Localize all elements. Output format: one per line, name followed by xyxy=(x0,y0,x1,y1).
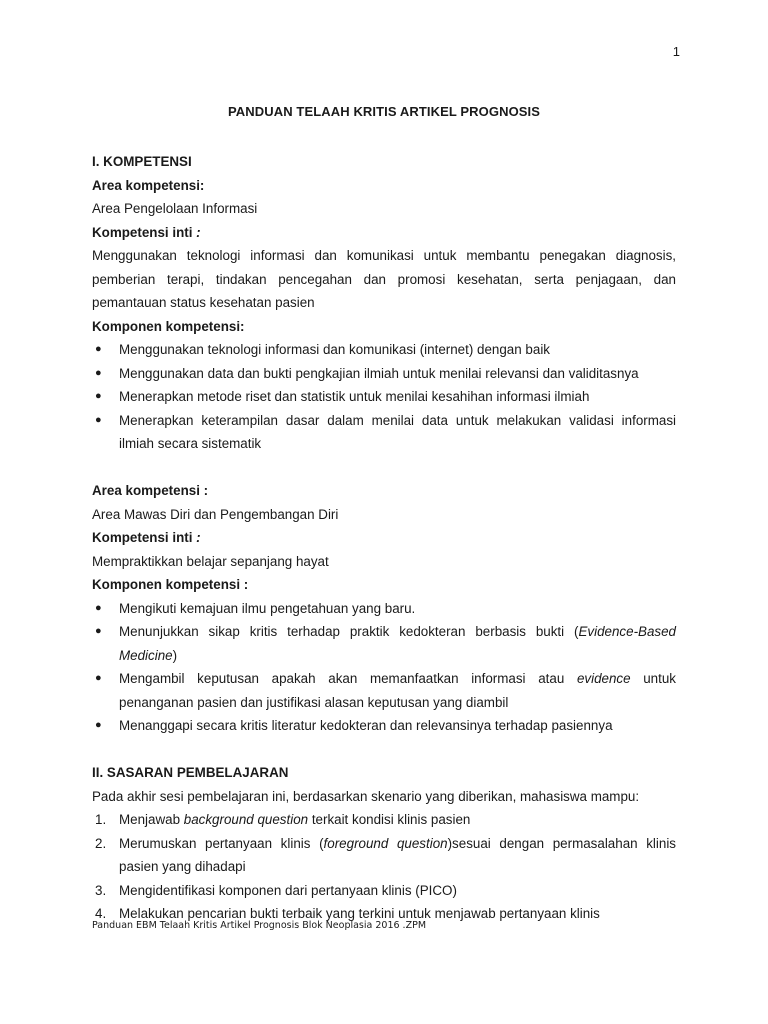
komponen-list xyxy=(92,597,676,738)
page-footer: Panduan EBM Telaah Kritis Artikel Prognosis Blok Neoplasia 2016 .ZPM xyxy=(92,920,427,931)
kompetensi-inti-text: Kompetensi inti xyxy=(92,530,193,545)
list-item-text-end: untuk penanganan pasien dan justifikasi alasan keputusan yang diambil xyxy=(119,671,676,710)
spacer xyxy=(92,738,676,762)
list-item-emphasis: Evidence-Based Medicine xyxy=(119,624,676,663)
kompetensi-inti-colon: : xyxy=(192,224,201,240)
area-kompetensi-label: Area kompetensi : xyxy=(92,483,209,498)
list-item xyxy=(92,714,676,738)
bullet-icon: ● xyxy=(95,601,102,614)
list-item-emphasis: background question xyxy=(183,812,309,827)
list-item xyxy=(92,879,676,903)
list-item xyxy=(92,620,676,667)
list-number: 1. xyxy=(95,812,107,827)
document-body xyxy=(92,150,676,926)
page-number: 1 xyxy=(672,44,680,59)
list-item-text: Mengikuti kemajuan ilmu pengetahuan yang baru. xyxy=(119,600,416,616)
section-heading-sasaran: II. SASARAN PEMBELAJARAN xyxy=(92,765,289,780)
list-item xyxy=(92,667,676,714)
list-item-text-end: )sesuai dengan permasalahan klinis pasien yang dihadapi xyxy=(119,835,676,874)
list-item-text: Mengidentifikasi komponen dari pertanyaan klinis (PICO) xyxy=(119,882,457,898)
list-item-text: Menanggapi secara kritis literatur kedokteran dan relevansinya terhadap pasiennya xyxy=(119,718,613,733)
bullet-icon: ● xyxy=(95,343,102,355)
sasaran-list xyxy=(92,808,676,926)
area-kompetensi-label: Area kompetensi: xyxy=(92,177,205,193)
bullet-icon: ● xyxy=(95,672,102,684)
list-item xyxy=(92,385,676,409)
document-title: PANDUAN TELAAH KRITIS ARTIKEL PROGNOSIS xyxy=(227,104,541,119)
bullet-icon: ● xyxy=(95,390,102,402)
bullet-icon: ● xyxy=(95,719,102,731)
kompetensi-inti-text: Kompetensi inti xyxy=(92,224,193,240)
list-item-text: Mengambil keputusan apakah akan memanfaatkan informasi atau xyxy=(119,671,577,686)
list-item-text: Merumuskan pertanyaan klinis ( xyxy=(119,835,324,851)
komponen-list xyxy=(92,338,676,456)
komponen-kompetensi-label: Komponen kompetensi : xyxy=(92,577,249,592)
kompetensi-inti-label xyxy=(92,221,676,245)
list-item-text-end: terkait kondisi klinis pasien xyxy=(308,812,471,827)
kompetensi-inti-label xyxy=(92,526,676,550)
kompetensi-inti-value: Menggunakan teknologi informasi dan komunikasi untuk membantu penegakan diagnosis, pemberian terapi, tindakan pencegahan dan promosi kesehatan, serta penjagaan, dan pemantauan status kesehatan pasien xyxy=(92,248,676,310)
list-item xyxy=(92,832,676,879)
list-item xyxy=(92,597,676,621)
list-item xyxy=(92,338,676,362)
list-item-text-end: ) xyxy=(172,647,178,663)
list-item xyxy=(92,808,676,832)
list-item-emphasis: evidence xyxy=(576,671,631,686)
list-item-text: Menggunakan data dan bukti pengkajian ilmiah untuk menilai relevansi dan validitasnya xyxy=(119,365,639,381)
bullet-icon: ● xyxy=(95,413,102,426)
list-item xyxy=(92,409,676,456)
list-item-text: Menerapkan metode riset dan statistik untuk menilai kesahihan informasi ilmiah xyxy=(119,389,590,404)
area-kompetensi-value: Area Mawas Diri dan Pengembangan Diri xyxy=(92,506,339,522)
list-number: 2. xyxy=(95,835,107,851)
list-item-text: Menggunakan teknologi informasi dan komunikasi (internet) dengan baik xyxy=(119,342,550,357)
kompetensi-inti-value: Mempraktikkan belajar sepanjang hayat xyxy=(92,553,329,569)
list-item xyxy=(92,362,676,386)
list-number: 4. xyxy=(95,906,107,921)
list-item-emphasis: foreground question xyxy=(323,835,448,851)
bullet-icon: ● xyxy=(95,625,102,637)
list-number: 3. xyxy=(95,882,107,898)
section-heading-kompetensi: I. KOMPETENSI xyxy=(92,154,192,169)
area-kompetensi-value: Area Pengelolaan Informasi xyxy=(92,201,258,216)
list-item-text: Menunjukkan sikap kritis terhadap praktik kedokteran berbasis bukti ( xyxy=(119,624,579,639)
list-item-text: Menjawab xyxy=(119,812,184,827)
spacer xyxy=(92,456,676,480)
list-item-text: Menerapkan keterampilan dasar dalam menilai data untuk melakukan validasi informasi ilmiah secara sistematik xyxy=(119,412,676,451)
sasaran-intro: Pada akhir sesi pembelajaran ini, berdasarkan skenario yang diberikan, mahasiswa mampu: xyxy=(92,788,640,804)
list-item-text: Melakukan pencarian bukti terbaik yang terkini untuk menjawab pertanyaan klinis xyxy=(119,906,600,921)
bullet-icon: ● xyxy=(95,366,102,379)
kompetensi-inti-colon: : xyxy=(192,530,201,545)
komponen-kompetensi-label: Komponen kompetensi: xyxy=(92,318,245,334)
